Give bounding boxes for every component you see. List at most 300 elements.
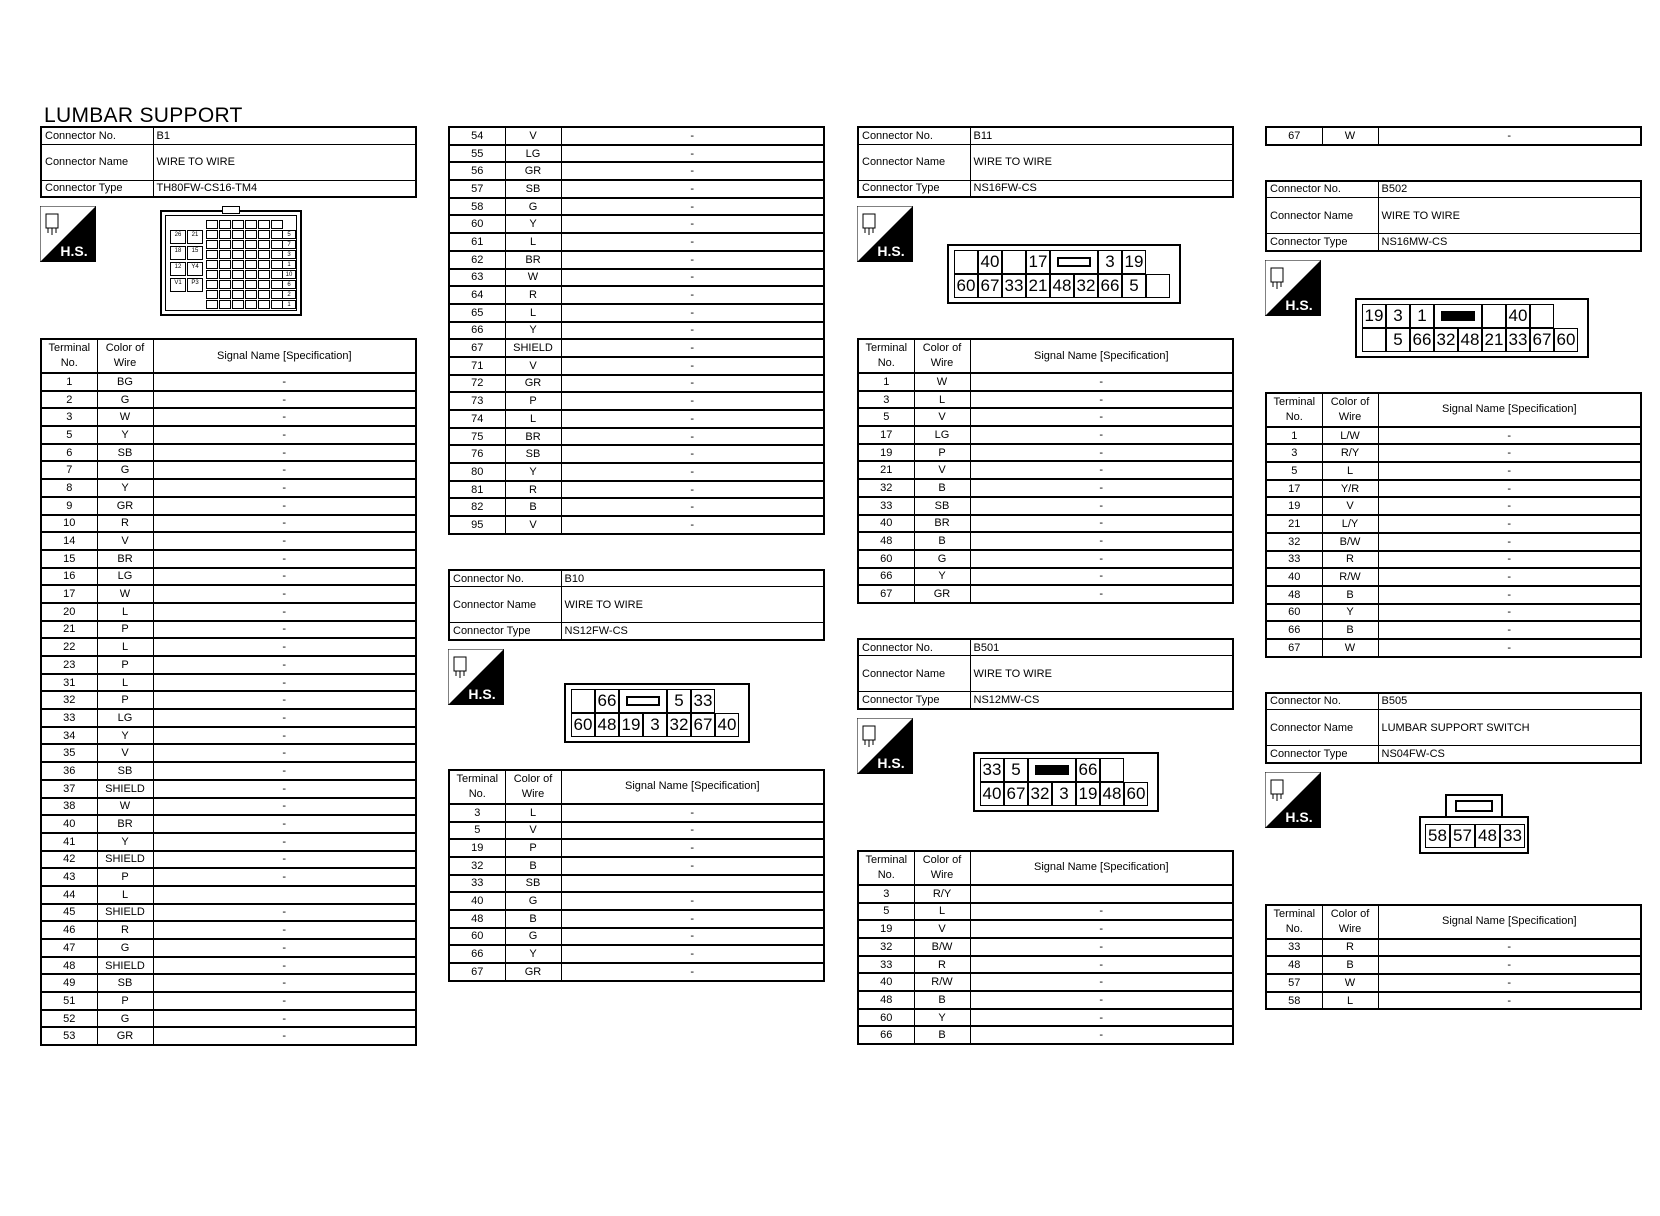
pin-cell — [954, 250, 978, 274]
table-row — [1266, 604, 1641, 622]
signal-name-cell: - — [153, 833, 416, 851]
terminal-no-cell: 33 — [1266, 939, 1322, 957]
signal-name-cell: - — [153, 638, 416, 656]
table-row — [858, 885, 1233, 903]
terminal-no-cell: 40 — [449, 892, 505, 910]
wire-color-cell: V — [914, 920, 970, 938]
terminal-no-cell: 56 — [449, 162, 505, 180]
table-row — [858, 1009, 1233, 1027]
connector-name-value: WIRE TO WIRE — [561, 587, 824, 623]
pin-cell: 48 — [1050, 274, 1074, 298]
terminal-no-cell: 40 — [858, 973, 914, 991]
pin-cell — [258, 230, 270, 239]
signal-name-cell — [153, 886, 416, 904]
signal-name-cell: - — [153, 674, 416, 692]
color-of-wire-header: Color of Wire — [97, 339, 153, 373]
table-row — [449, 286, 824, 304]
table-row — [449, 251, 824, 269]
signal-name-cell: - — [970, 1026, 1233, 1044]
terminal-no-cell: 17 — [858, 426, 914, 444]
pin-cell — [219, 260, 231, 269]
wire-color-cell: V — [914, 461, 970, 479]
terminal-no-cell: 66 — [1266, 621, 1322, 639]
table-row — [41, 621, 416, 639]
table-row — [41, 373, 416, 391]
table-row — [449, 410, 824, 428]
wire-color-cell: Y — [505, 945, 561, 963]
connector-b505-terminal-table — [1265, 904, 1642, 1011]
terminal-no-cell: 32 — [41, 691, 97, 709]
table-row — [449, 215, 824, 233]
wire-color-cell: W — [1322, 974, 1378, 992]
table-row — [449, 445, 824, 463]
pin-cell — [206, 250, 218, 259]
terminal-no-cell: 19 — [449, 839, 505, 857]
table-row — [41, 408, 416, 426]
table-row — [41, 939, 416, 957]
pin-cell: 60 — [1554, 328, 1578, 352]
wire-color-cell: L/W — [1322, 427, 1378, 445]
wire-color-cell: B — [914, 1026, 970, 1044]
terminal-no-cell: 47 — [41, 939, 97, 957]
pin-cell — [571, 689, 595, 713]
pin-cell: 60 — [954, 274, 978, 298]
pin-cell — [219, 280, 231, 289]
table-row — [449, 928, 824, 946]
connector-type-label: Connector Type — [449, 623, 561, 640]
signal-name-cell: - — [1378, 956, 1641, 974]
pin-cell: 19 — [619, 713, 643, 737]
pin-cell: 10 — [282, 270, 296, 279]
wire-color-cell: SHIELD — [97, 904, 153, 922]
table-row — [449, 162, 824, 180]
signal-name-cell: - — [561, 215, 824, 233]
signal-name-cell: - — [1378, 480, 1641, 498]
terminal-no-header: Terminal No. — [41, 339, 97, 373]
wire-color-cell: Y — [1322, 604, 1378, 622]
wire-color-cell: P — [914, 444, 970, 462]
signal-name-cell: - — [153, 762, 416, 780]
terminal-no-cell: 5 — [858, 903, 914, 921]
hs-label: H.S. — [1285, 296, 1313, 313]
pin-cell: 40 — [1506, 304, 1530, 328]
terminal-no-cell: 54 — [449, 127, 505, 145]
wire-color-cell: G — [97, 1010, 153, 1028]
signal-name-cell: - — [561, 251, 824, 269]
pin-cell — [219, 220, 231, 229]
pin-cell: 48 — [595, 713, 619, 737]
wire-color-cell: R — [97, 515, 153, 533]
table-row — [449, 322, 824, 340]
terminal-no-cell: 15 — [41, 550, 97, 568]
connector-b505-info-table — [1265, 692, 1642, 764]
signal-name-cell: - — [153, 532, 416, 550]
pin-cell — [219, 290, 231, 299]
wire-color-cell: SHIELD — [97, 851, 153, 869]
wire-color-cell: L — [97, 603, 153, 621]
table-row — [1266, 939, 1641, 957]
table-row — [449, 428, 824, 446]
pin-cell — [1362, 328, 1386, 352]
pin-cell: Y4 — [187, 262, 203, 276]
signal-name-cell: - — [153, 391, 416, 409]
table-row — [858, 920, 1233, 938]
signal-name-cell: - — [561, 410, 824, 428]
terminal-no-cell: 37 — [41, 780, 97, 798]
wire-color-cell: GR — [97, 1027, 153, 1045]
terminal-no-cell: 32 — [449, 857, 505, 875]
terminal-no-cell: 5 — [1266, 462, 1322, 480]
color-of-wire-header: Color of Wire — [914, 339, 970, 373]
pin-cell: 40 — [715, 713, 739, 737]
pin-cell: V1 — [170, 278, 186, 292]
pin-cell: 19 — [1122, 250, 1146, 274]
terminal-no-cell: 23 — [41, 656, 97, 674]
signal-name-cell: - — [561, 162, 824, 180]
table-row — [449, 233, 824, 251]
terminal-no-cell: 19 — [1266, 497, 1322, 515]
table-row — [41, 497, 416, 515]
signal-name-cell: - — [153, 373, 416, 391]
signal-name-cell: - — [153, 550, 416, 568]
signal-name-cell: - — [153, 921, 416, 939]
pin-cell: 5 — [1004, 758, 1028, 782]
table-row — [41, 833, 416, 851]
wire-color-cell: R — [505, 481, 561, 499]
table-row — [858, 391, 1233, 409]
table-row — [449, 875, 824, 893]
wire-color-cell: B — [914, 991, 970, 1009]
signal-name-cell: - — [561, 233, 824, 251]
table-row — [41, 992, 416, 1010]
connector-no-label: Connector No. — [858, 639, 970, 656]
wire-color-cell: GR — [97, 497, 153, 515]
signal-name-cell: - — [153, 904, 416, 922]
terminal-no-header: Terminal No. — [858, 339, 914, 373]
pin-cell — [219, 230, 231, 239]
signal-name-cell: - — [970, 920, 1233, 938]
wire-color-cell: SB — [505, 875, 561, 893]
pin-cell: 3 — [1052, 782, 1076, 806]
wire-color-cell: B/W — [914, 938, 970, 956]
signal-name-cell: - — [970, 408, 1233, 426]
connector-b1-section — [40, 126, 417, 1046]
wire-color-cell: L/Y — [1322, 515, 1378, 533]
signal-name-header: Signal Name [Specification] — [970, 851, 1233, 885]
connector-type-value: TH80FW-CS16-TM4 — [153, 180, 416, 197]
wire-color-cell: Y — [914, 1009, 970, 1027]
terminal-no-cell: 51 — [41, 992, 97, 1010]
terminal-no-cell: 82 — [449, 498, 505, 516]
signal-name-cell: - — [561, 339, 824, 357]
signal-name-header: Signal Name [Specification] — [1378, 393, 1641, 427]
wire-color-cell: R/Y — [914, 885, 970, 903]
wire-color-cell: Y — [97, 479, 153, 497]
signal-name-cell: - — [153, 444, 416, 462]
signal-name-cell: - — [1378, 621, 1641, 639]
terminal-no-cell: 33 — [1266, 551, 1322, 569]
wire-color-cell: L — [97, 638, 153, 656]
signal-name-cell: - — [561, 910, 824, 928]
terminal-no-cell: 22 — [41, 638, 97, 656]
terminal-no-cell: 32 — [858, 479, 914, 497]
terminal-no-cell: 19 — [858, 920, 914, 938]
signal-name-cell: - — [561, 945, 824, 963]
signal-name-header: Signal Name [Specification] — [561, 770, 824, 804]
terminal-no-cell: 36 — [41, 762, 97, 780]
wire-color-cell: G — [914, 550, 970, 568]
table-row — [858, 444, 1233, 462]
signal-name-cell: - — [970, 903, 1233, 921]
signal-name-cell: - — [153, 621, 416, 639]
pin-cell: 32 — [1434, 328, 1458, 352]
pin-cell — [232, 280, 244, 289]
wire-color-cell: W — [914, 373, 970, 391]
pin-cell: 32 — [1074, 274, 1098, 298]
connector-type-label: Connector Type — [858, 180, 970, 197]
table-row — [1266, 480, 1641, 498]
pin-cell — [232, 250, 244, 259]
signal-name-cell: - — [561, 392, 824, 410]
connector-b502-face-diagram — [1355, 298, 1589, 358]
table-row — [858, 373, 1233, 391]
pin-cell — [232, 240, 244, 249]
terminal-no-cell: 3 — [858, 885, 914, 903]
pin-cell: 3 — [1386, 304, 1410, 328]
table-row — [1266, 568, 1641, 586]
terminal-no-cell: 48 — [449, 910, 505, 928]
pin-cell: 5 — [667, 689, 691, 713]
signal-name-cell: - — [561, 145, 824, 163]
wire-color-cell: P — [97, 656, 153, 674]
signal-name-cell: - — [970, 479, 1233, 497]
wire-color-cell: LG — [914, 426, 970, 444]
terminal-no-cell: 58 — [1266, 992, 1322, 1010]
connector-no-label: Connector No. — [1266, 181, 1378, 198]
pin-cell: 32 — [1028, 782, 1052, 806]
table-row — [41, 727, 416, 745]
connector-no-value: B11 — [970, 127, 1233, 144]
table-row — [1266, 427, 1641, 445]
connector-name-value: LUMBAR SUPPORT SWITCH — [1378, 710, 1641, 746]
pin-cell: 48 — [1475, 824, 1500, 848]
table-row — [858, 515, 1233, 533]
pin-cell: 33 — [1500, 824, 1525, 848]
pin-cell: 3 — [1098, 250, 1122, 274]
hs-label: H.S. — [1285, 808, 1313, 825]
signal-name-cell: - — [970, 532, 1233, 550]
wire-color-cell: V — [505, 357, 561, 375]
connector-key-slot — [619, 689, 667, 713]
terminal-no-cell: 55 — [449, 145, 505, 163]
pin-cell — [219, 250, 231, 259]
pin-cell — [219, 300, 231, 309]
table-row — [41, 798, 416, 816]
signal-name-cell: - — [561, 839, 824, 857]
signal-name-cell: - — [561, 445, 824, 463]
wire-color-cell: LG — [505, 145, 561, 163]
signal-name-cell: - — [970, 585, 1233, 603]
connector-b501-face-diagram — [973, 752, 1159, 812]
terminal-no-cell: 1 — [41, 373, 97, 391]
terminal-no-cell: 57 — [1266, 974, 1322, 992]
table-row — [41, 744, 416, 762]
wire-color-cell: SB — [97, 762, 153, 780]
pin-cell: 5 — [1386, 328, 1410, 352]
terminal-no-cell: 48 — [1266, 956, 1322, 974]
wire-color-cell: R/W — [914, 973, 970, 991]
pin-cell — [245, 280, 257, 289]
wire-color-cell: G — [505, 198, 561, 216]
pin-cell — [271, 220, 283, 229]
signal-name-cell: - — [561, 322, 824, 340]
pin-cell — [219, 240, 231, 249]
table-row — [449, 145, 824, 163]
terminal-no-cell: 10 — [41, 515, 97, 533]
terminal-no-cell: 60 — [1266, 604, 1322, 622]
signal-name-cell: - — [1378, 604, 1641, 622]
signal-name-cell: - — [1378, 515, 1641, 533]
signal-name-cell: - — [561, 857, 824, 875]
terminal-no-cell: 38 — [41, 798, 97, 816]
wire-color-cell: V — [505, 127, 561, 145]
wire-color-cell: B — [505, 857, 561, 875]
terminal-no-header: Terminal No. — [449, 770, 505, 804]
wire-color-cell: V — [914, 408, 970, 426]
table-row — [41, 479, 416, 497]
table-row — [41, 461, 416, 479]
wire-color-cell: G — [97, 461, 153, 479]
pin-cell: 57 — [1450, 824, 1475, 848]
pin-cell — [258, 240, 270, 249]
pin-cell — [232, 260, 244, 269]
connector-b10-section — [448, 126, 825, 982]
table-row — [41, 1010, 416, 1028]
terminal-no-cell: 66 — [449, 945, 505, 963]
wire-color-cell: B — [1322, 586, 1378, 604]
pin-cell — [258, 290, 270, 299]
pin-cell — [258, 260, 270, 269]
wire-color-cell: G — [97, 939, 153, 957]
connector-type-label: Connector Type — [858, 692, 970, 709]
pin-cell: 33 — [1506, 328, 1530, 352]
table-row — [41, 674, 416, 692]
connector-b501-info-table — [857, 638, 1234, 710]
terminal-no-cell: 32 — [858, 938, 914, 956]
table-row — [449, 963, 824, 981]
table-row — [1266, 497, 1641, 515]
connector-key — [1057, 257, 1091, 267]
wire-color-cell: Y — [505, 322, 561, 340]
pin-cell: 33 — [691, 689, 715, 713]
terminal-no-cell: 33 — [41, 709, 97, 727]
pin-cell — [258, 250, 270, 259]
connector-no-label: Connector No. — [449, 570, 561, 587]
signal-name-cell: - — [1378, 586, 1641, 604]
table-row — [858, 903, 1233, 921]
terminal-no-cell: 80 — [449, 463, 505, 481]
terminal-no-cell: 49 — [41, 974, 97, 992]
wire-color-cell: SB — [505, 180, 561, 198]
connector-no-value: B501 — [970, 639, 1233, 656]
signal-name-cell: - — [561, 357, 824, 375]
pin-cell: 18 — [170, 246, 186, 260]
pin-cell: 19 — [1362, 304, 1386, 328]
wire-color-cell: SB — [97, 444, 153, 462]
wire-color-cell: W — [97, 798, 153, 816]
signal-name-cell: - — [153, 479, 416, 497]
wire-color-cell: LG — [97, 568, 153, 586]
terminal-no-cell: 72 — [449, 375, 505, 393]
table-row — [858, 991, 1233, 1009]
signal-name-cell: - — [153, 603, 416, 621]
wire-color-cell: B — [914, 532, 970, 550]
pin-cell — [206, 220, 218, 229]
wire-color-cell: L — [914, 903, 970, 921]
wire-color-cell: L — [505, 410, 561, 428]
wire-color-cell: V — [97, 744, 153, 762]
connector-no-label: Connector No. — [41, 127, 153, 144]
signal-name-cell: - — [153, 851, 416, 869]
signal-name-cell: - — [153, 515, 416, 533]
connector-type-label: Connector Type — [1266, 746, 1378, 763]
terminal-no-cell: 3 — [858, 391, 914, 409]
pin-cell: 66 — [595, 689, 619, 713]
connector-no-value: B505 — [1378, 693, 1641, 710]
harness-side-icon — [857, 206, 913, 262]
terminal-no-cell: 19 — [858, 444, 914, 462]
signal-name-cell: - — [970, 515, 1233, 533]
signal-name-cell: - — [561, 463, 824, 481]
terminal-no-cell: 67 — [1266, 639, 1322, 657]
signal-name-cell: - — [1378, 427, 1641, 445]
connector-name-value: WIRE TO WIRE — [970, 144, 1233, 180]
connector-b501-terminal-table — [857, 850, 1234, 1045]
wire-color-cell: R — [97, 921, 153, 939]
connector-key-slot — [1434, 304, 1482, 328]
terminal-no-header: Terminal No. — [858, 851, 914, 885]
pin-cell: 6 — [282, 280, 296, 289]
terminal-no-cell: 1 — [1266, 427, 1322, 445]
pin-cell — [245, 300, 257, 309]
table-row — [41, 886, 416, 904]
wire-color-cell: SHIELD — [97, 957, 153, 975]
connector-name-value: WIRE TO WIRE — [153, 144, 416, 180]
wire-color-cell: Y — [505, 215, 561, 233]
terminal-no-cell: 44 — [41, 886, 97, 904]
terminal-no-header: Terminal No. — [1266, 905, 1322, 939]
pin-cell: 67 — [691, 713, 715, 737]
connector-b10-face-diagram — [564, 683, 750, 743]
pin-cell: 15 — [187, 246, 203, 260]
table-row — [1266, 992, 1641, 1010]
signal-name-cell: - — [153, 780, 416, 798]
pin-cell: 3 — [643, 713, 667, 737]
pin-cell: 58 — [1425, 824, 1450, 848]
wire-color-cell: SHIELD — [97, 780, 153, 798]
pin-cell — [232, 230, 244, 239]
signal-name-cell: - — [561, 963, 824, 981]
table-row — [41, 957, 416, 975]
signal-name-cell: - — [153, 1027, 416, 1045]
harness-side-icon — [857, 718, 913, 774]
signal-name-cell — [970, 885, 1233, 903]
signal-name-cell: - — [561, 516, 824, 534]
wire-color-cell: W — [97, 585, 153, 603]
table-row — [41, 638, 416, 656]
connector-key — [1035, 765, 1069, 775]
pin-cell: P3 — [187, 278, 203, 292]
